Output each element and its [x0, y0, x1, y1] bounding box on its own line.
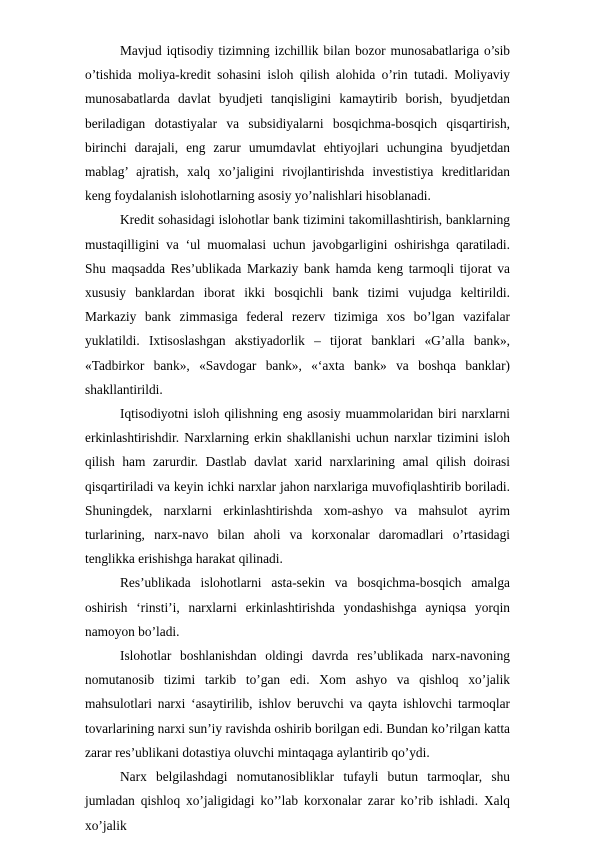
paragraph-price-imbalance: Islohotlar boshlanishdan oldingi davrda res’ublikada narx-navoning nomutanosib tizimi tarkib to’gan edi. Xom ashyo va qishloq xo’jalik mahsulotlari narxi ‘asaytirilib, ishlov beruvchi va qayta ishlovchi tarmoqlar tovarlarining narxi sun’iy ravishda oshirib borilgan edi. Bundan ko’rilgan katta zarar res’ublikani dotastiya oluvchi mintaqaga aylantirib qo’ydi. [85, 648, 510, 760]
paragraph-gradual-reform: Res’ublikada islohotlarni asta-sekin va bosqichma-bosqich amalga oshirish ‘rinsti’i, narxlarni erkinlashtirishda yondashishga ayniqsa yorqin namoyon bo’ladi. [85, 575, 510, 639]
document-body [85, 39, 510, 838]
paragraph-financial-reform: Mavjud iqtisodiy tizimning izchillik bilan bozor munosabatlariga o’sib o’tishida moliya-kredit sohasini isloh qilish alohida o’rin tutadi. Moliyaviy munosabatlarda davlat byudjeti tanqisligini kamaytirib borish, byudjetdan beriladigan dotastiyalar va subsidiyalarni bosqichma-bosqich qisqartirish, birinchi darajali, eng zarur umumdavlat ehtiyojlari uchungina byudjetdan mablag’ ajratish, xalq xo’jaligini rivojlantirishda investistiya kreditlaridan keng foydalanish islohotlarning asosiy yo’nalishlari hisoblanadi. [85, 43, 510, 204]
paragraph-price-liberalization: Iqtisodiyotni isloh qilishning eng asosiy muammolaridan biri narxlarni erkinlashtirishdir. Narxlarning erkin shakllanishi uchun narxlar tizimini isloh qilish ham zarurdir. Dastlab davlat xarid narxlarining amal qilish doirasi qisqartiriladi va keyin ichki narxlar jahon narxlariga muvofiqlashtirib boriladi. Shuningdek, narxlarni erkinlashtirishda xom-ashyo va mahsulot ayrim turlarining, narx-navo bilan aholi va korxonalar daromadlari o’rtasidagi tenglikka erishishga harakat qilinadi. [85, 406, 510, 567]
paragraph-credit-reform: Kredit sohasidagi islohotlar bank tizimini takomillashtirish, banklarning mustaqilligini va ‘ul muomalasi uchun javobgarligini oshirishga qaratiladi. Shu maqsadda Res’ublikada Markaziy bank hamda keng tarmoqli tijorat va xususiy banklardan iborat ikki bosqichli bank tizimi vujudga keltirildi. Markaziy bank zimmasiga federal rezerv tizimiga xos bo’lgan vazifalar yuklatildi. Ixtisoslashgan akstiyadorlik – tijorat banklari «G’alla bank», «Tadbirkor bank», «Savdogar bank», «‘axta bank» va boshqa banklar) shakllantirildi. [85, 212, 510, 397]
paragraph-sector-losses: Narx belgilashdagi nomutanosibliklar tufayli butun tarmoqlar, shu jumladan qishloq xo’jaligidagi ko’’lab korxonalar zarar ko’rib ishladi. Xalq xo’jalik [85, 769, 510, 833]
